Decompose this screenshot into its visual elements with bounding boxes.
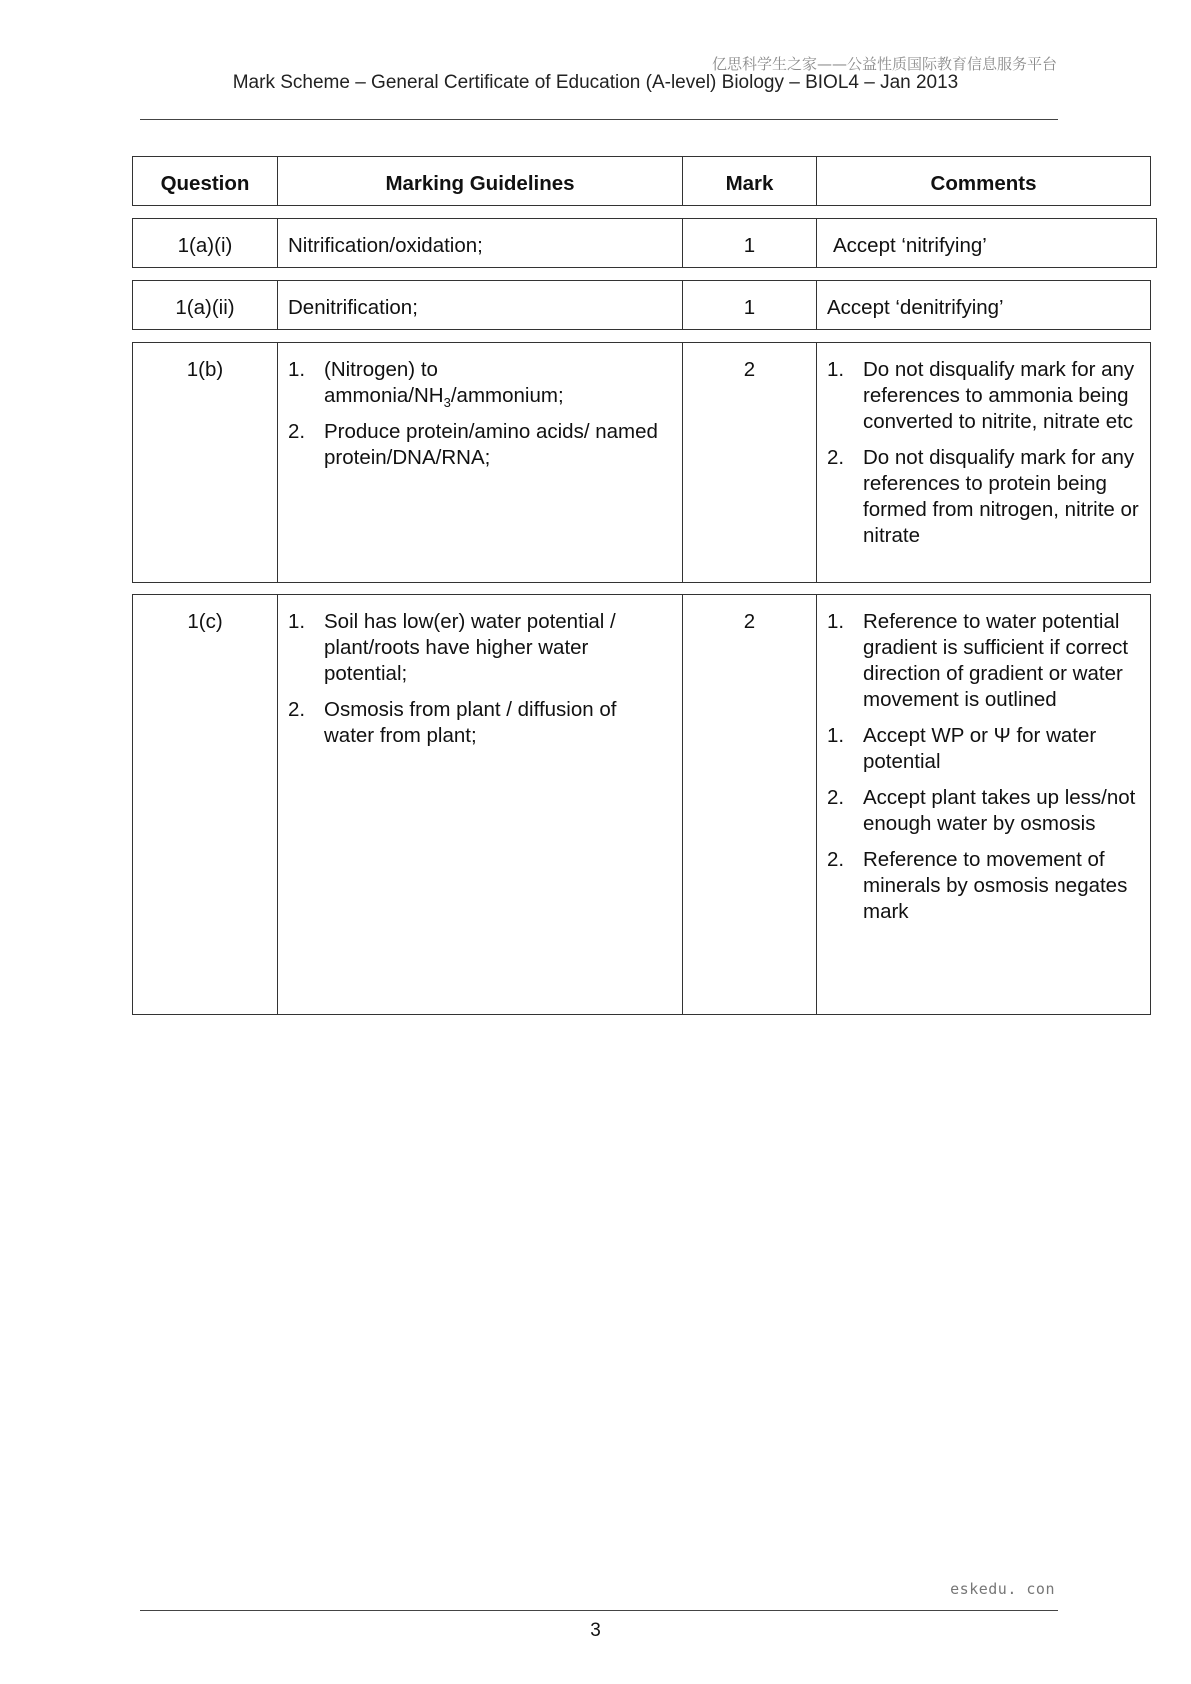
item-text: Do not disqualify mark for any references to ammonia being converted to nitrite, nitrate etc xyxy=(863,358,1135,433)
list-item xyxy=(827,723,1140,775)
header-rule xyxy=(140,119,1058,120)
table-row xyxy=(133,595,1151,1015)
page-number: 3 xyxy=(590,1620,601,1641)
item-number: 1. xyxy=(288,610,306,633)
comments-cell xyxy=(817,343,1151,583)
mark-value: 2 xyxy=(683,595,817,1015)
question-block-1c xyxy=(132,594,1151,1015)
column-header-guidelines: Marking Guidelines xyxy=(278,157,683,206)
list-item xyxy=(827,609,1140,713)
mark-value: 1 xyxy=(683,219,817,268)
item-number: 2. xyxy=(827,786,845,809)
table-row xyxy=(133,343,1151,583)
item-number: 2. xyxy=(827,446,845,469)
list-item xyxy=(288,357,672,409)
item-text: Accept WP or Ψ for water potential xyxy=(863,724,1097,773)
list-item xyxy=(827,357,1140,435)
list-item xyxy=(827,847,1140,925)
question-number: 1(c) xyxy=(133,595,278,1015)
mark-value: 2 xyxy=(683,343,817,583)
question-block-1b xyxy=(132,342,1151,583)
item-number: 2. xyxy=(827,848,845,871)
guideline-list xyxy=(288,609,672,749)
marking-guideline: Denitrification; xyxy=(278,281,683,330)
item-number: 1. xyxy=(827,610,845,633)
column-header-question: Question xyxy=(133,157,278,206)
marking-guidelines-cell xyxy=(278,595,683,1015)
mark-value: 1 xyxy=(683,281,817,330)
item-text: Produce protein/amino acids/ named protein/DNA/RNA; xyxy=(324,420,658,469)
item-number: 1. xyxy=(288,358,306,381)
question-block-1aii xyxy=(132,280,1151,330)
question-block-1ai xyxy=(132,218,1157,268)
marking-guidelines-cell xyxy=(278,343,683,583)
list-item xyxy=(827,785,1140,837)
column-header-comments: Comments xyxy=(817,157,1151,206)
item-number: 1. xyxy=(827,358,845,381)
item-text: Accept plant takes up less/not enough water by osmosis xyxy=(863,786,1136,835)
marking-guideline: Nitrification/oxidation; xyxy=(278,219,683,268)
item-text: Do not disqualify mark for any references to protein being formed from nitrogen, nitrite or nitrate xyxy=(863,446,1139,547)
item-text: Reference to water potential gradient is sufficient if correct direction of gradient or water movement is outlined xyxy=(863,610,1129,711)
list-item xyxy=(827,445,1140,549)
comment-list xyxy=(827,609,1140,925)
header-row xyxy=(133,157,1151,206)
guideline-list xyxy=(288,357,672,471)
table-row xyxy=(133,281,1151,330)
question-number: 1(a)(ii) xyxy=(133,281,278,330)
list-item xyxy=(288,419,672,471)
watermark-text: 亿思科学生之家——公益性质国际教育信息服务平台 xyxy=(711,55,1057,73)
item-text: Soil has low(er) water potential / plant/roots have higher water potential; xyxy=(324,610,616,685)
item-number: 2. xyxy=(288,698,306,721)
question-number: 1(b) xyxy=(133,343,278,583)
item-text: Reference to movement of minerals by osmosis negates mark xyxy=(863,848,1128,923)
item-number: 2. xyxy=(288,420,306,443)
mark-scheme-header-table xyxy=(132,156,1151,206)
comment: Accept ‘nitrifying’ xyxy=(817,219,1157,268)
comments-cell xyxy=(817,595,1151,1015)
table-row xyxy=(133,219,1157,268)
item-text: (Nitrogen) to ammonia/$NH_3$/ammonium; xyxy=(324,358,564,411)
item-text: Osmosis from plant / diffusion of water from plant; xyxy=(324,698,617,747)
list-item xyxy=(288,697,672,749)
item-number: 1. xyxy=(827,724,845,747)
site-watermark: eskedu. con xyxy=(950,1580,1055,1598)
list-item xyxy=(288,609,672,687)
comment: Accept ‘denitrifying’ xyxy=(817,281,1151,330)
column-header-mark: Mark xyxy=(683,157,817,206)
footer-rule xyxy=(140,1610,1058,1611)
comment-list xyxy=(827,357,1140,549)
running-title: Mark Scheme – General Certificate of Education (A-level) Biology – BIOL4 – Jan 2013 xyxy=(232,72,959,93)
question-number: 1(a)(i) xyxy=(133,219,278,268)
